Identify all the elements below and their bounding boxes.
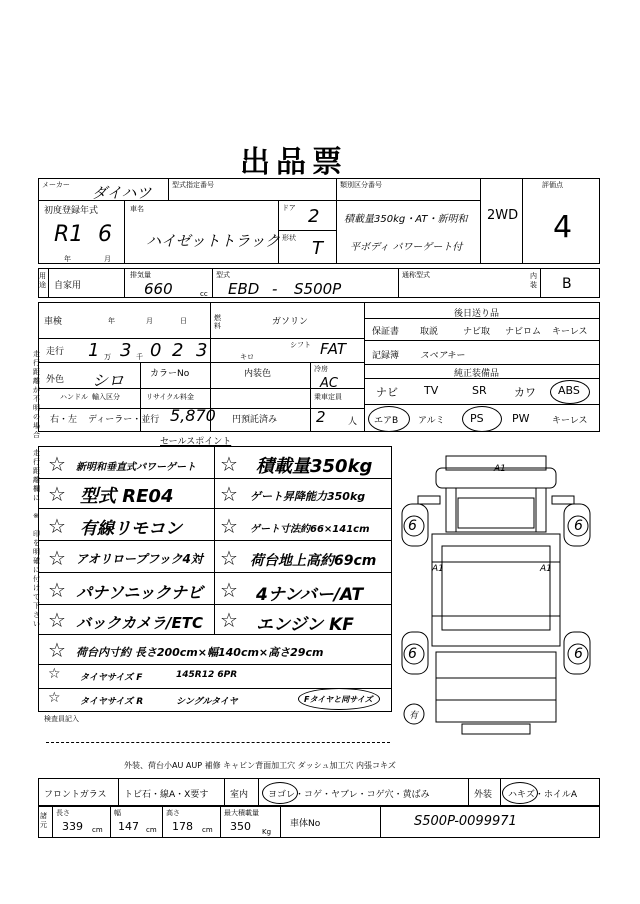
shift-label: シフト (290, 341, 311, 349)
maker-value: ダイハツ (92, 184, 152, 202)
send-later-navirom: ナビロム (505, 327, 542, 337)
exterior-label: 外装 (474, 790, 493, 800)
sale-point-6a: バックカメラ/ETC (76, 614, 203, 632)
sale-point-5a: パナソニックナビ (76, 583, 203, 602)
chassis-value: S500P-0099971 (414, 814, 517, 829)
star-icon: ☆ (220, 546, 238, 570)
mileage-sen: 千 (136, 353, 143, 361)
model-code-a: EBD (228, 280, 260, 298)
use-value: 自家用 (54, 281, 82, 291)
diagram-mark-a1-left: A1 (432, 564, 444, 574)
star-icon: ☆ (48, 546, 66, 570)
common-type-label: 通称型式 (402, 271, 430, 279)
star-icon: ☆ (220, 514, 238, 538)
equip-airbag: エアB (374, 416, 399, 426)
mileage-man: 万 (104, 353, 111, 361)
exterior-circle (502, 782, 538, 804)
side-note: 走行距離が不明の場合 走行距離欄に ※ 印を明確に付けて下さい (33, 350, 40, 628)
send-later-title: 後日送り品 (454, 309, 500, 319)
recycle-label: リサイクル料金 (146, 393, 195, 401)
inspector-label: 検査員記入 (44, 715, 79, 723)
height-label: 高さ (166, 809, 180, 817)
ac-value: AC (320, 376, 338, 391)
send-later-manual: 取説 (420, 327, 439, 337)
drive-value: 2WD (487, 208, 519, 223)
equip-ps: PS (470, 412, 484, 425)
reg-month-value: 6 (98, 222, 112, 247)
length-label: 長さ (56, 809, 70, 817)
sale-point-4b: 荷台地上高約69cm (250, 553, 377, 569)
mileage-digit-2: 3 (120, 340, 132, 361)
handle-label: ハンドル (60, 393, 88, 401)
ps-circle (462, 406, 502, 432)
diagram-mark-6-fl: 6 (408, 518, 417, 534)
grade-value: 4 (553, 210, 573, 245)
era-value: R1 (54, 222, 84, 247)
sale-point-6b: エンジン KF (256, 615, 354, 635)
equip-abs: ABS (558, 384, 580, 397)
cabin-label: 室内 (230, 790, 249, 800)
mileage-digit-5: 3 (196, 340, 208, 361)
length-unit: cm (92, 826, 103, 834)
recycle-value: 5,870 (170, 406, 216, 425)
spec-line2: 平ボディ パワーゲート付 (350, 242, 463, 253)
equip-pw: PW (512, 412, 530, 425)
inspection-day: 日 (180, 317, 187, 325)
sale-points-title: セールスポイント (160, 437, 232, 447)
tire-f-label: タイヤサイズ F (80, 673, 143, 683)
cc-unit: cc (200, 290, 208, 298)
recycle-unit: 円預託済み (232, 415, 278, 425)
equip-navi: ナビ (376, 386, 398, 399)
tire-note: Fタイヤと同サイズ (304, 695, 373, 704)
sale-point-3a: 有線リモコン (80, 519, 182, 539)
diagram-mark-spare: 有 (409, 711, 419, 721)
type-code-label: 型式指定番号 (172, 181, 214, 189)
sale-point-1b: 積載量350kg (256, 456, 373, 477)
fuel-label: 燃料 (214, 314, 221, 330)
star-icon: ☆ (220, 608, 238, 632)
mileage-digit-4: 2 (172, 340, 184, 361)
interior-grade: B (562, 276, 572, 292)
capacity-value: 2 (316, 408, 326, 426)
width-label: 幅 (114, 809, 121, 817)
doors-label: ドア (282, 204, 296, 212)
height-unit: cm (202, 826, 213, 834)
chassis-label: 車体No (290, 819, 321, 829)
color-label: 外色 (46, 375, 65, 385)
diagram-mark-a1-right: A1 (540, 564, 552, 574)
send-later-warranty: 保証書 (372, 327, 400, 337)
max-load-label: 最大積載量 (224, 809, 259, 817)
model-label: 車名 (130, 205, 144, 213)
sale-point-2b: ゲート昇降能力350kg (250, 490, 366, 503)
maker-label: メーカー (42, 181, 70, 189)
import-label: 輸入区分 (92, 393, 120, 401)
tire-note-circle (298, 688, 380, 710)
diagram-mark-6-fr: 6 (574, 518, 583, 534)
use-label: 用途 (39, 272, 46, 289)
model-value: ハイゼットトラック (146, 232, 280, 250)
star-icon: ☆ (220, 482, 238, 506)
model-code-dash: - (272, 280, 278, 298)
equip-tv: TV (424, 384, 439, 397)
int-color-label: 内装色 (244, 369, 272, 379)
record-book: 記録簿 (372, 351, 400, 361)
max-load-unit: Kg (262, 828, 272, 836)
mileage-digit-3: 0 (150, 340, 162, 361)
equip-keyless: キーレス (552, 416, 588, 426)
star-icon: ☆ (48, 608, 66, 632)
year-small: 年 (64, 255, 71, 263)
cabin-circle (262, 782, 298, 804)
model-code-label: 型式 (216, 271, 230, 279)
color-no-label: カラーNo (150, 369, 190, 379)
tire-f-value: 145R12 6PR (176, 670, 238, 680)
displacement-value: 660 (144, 280, 173, 298)
sale-point-5b: 4ナンバー/AT (256, 585, 364, 605)
month-small: 月 (104, 255, 111, 263)
equip-title: 純正装備品 (454, 369, 500, 379)
shape-label: 形状 (282, 234, 296, 242)
equip-alloy: アルミ (418, 416, 445, 426)
dims-label: 諸元 (40, 812, 47, 829)
equip-sr: SR (472, 384, 487, 397)
model-code-b: S500P (294, 280, 342, 298)
sale-point-2a: 型式 RE04 (80, 486, 174, 507)
fuel-value: ガソリン (272, 317, 309, 327)
star-icon: ☆ (48, 482, 66, 506)
send-later-navi: ナビ取 (463, 327, 491, 337)
send-later-keyless: キーレス (552, 327, 588, 337)
handle-value: 右・左 (50, 415, 78, 425)
first-reg-label: 初度登録年式 (44, 206, 99, 216)
sale-point-3b: ゲート寸法約66×141cm (250, 524, 370, 535)
sale-point-4a: アオリロープフック4対 (76, 552, 203, 566)
spec-line1: 積載量350kg・AT・新明和 (344, 214, 468, 225)
star-icon: ☆ (48, 452, 66, 476)
star-icon: ☆ (48, 638, 66, 662)
tire-r-label: タイヤサイズ R (80, 697, 144, 707)
class-code-label: 類別区分番号 (340, 181, 382, 189)
equip-leather: カワ (514, 386, 536, 399)
inspection-month: 月 (146, 317, 153, 325)
inspection-label: 車検 (44, 317, 63, 327)
doors-value: 2 (308, 206, 320, 227)
cabin-value: ヨゴレ・コゲ・ヤブレ・コゲ穴・黄ばみ (268, 790, 430, 800)
inspector-note: 外装、荷台小AU AUP 補修 キャビン背面加工穴 ダッシュ加工穴 内張コキズ (124, 761, 396, 770)
color-value: シロ (92, 371, 125, 390)
width-unit: cm (146, 826, 157, 834)
height-value: 178 (172, 820, 193, 833)
vehicle-diagram (396, 446, 600, 746)
bed-size: 荷台内寸約 長さ200cm×幅140cm×高さ29cm (76, 646, 324, 659)
abs-circle (550, 380, 590, 404)
shift-value: FAT (320, 340, 347, 358)
max-load-value: 350 (230, 820, 251, 833)
grade-label: 評価点 (542, 181, 563, 189)
page-title: 出品票 (240, 145, 348, 180)
star-icon: ☆ (48, 514, 66, 538)
mileage-digit-1: 1 (88, 340, 100, 361)
diagram-mark-6-rr: 6 (574, 646, 583, 662)
mileage-label: 走行 (46, 347, 65, 357)
star-icon: ☆ (220, 578, 238, 602)
km-unit: キロ (240, 353, 254, 361)
sale-point-1a: 新明和垂直式パワーゲート (76, 462, 196, 473)
exterior-value: ハキズ・ホイルA (508, 790, 577, 800)
inspection-year: 年 (108, 317, 115, 325)
star-icon: ☆ (48, 578, 66, 602)
airbag-circle (368, 406, 410, 432)
capacity-unit: 人 (348, 417, 358, 427)
width-value: 147 (118, 820, 139, 833)
windshield-value: トビ石・線A・X要す (124, 790, 209, 800)
diagram-mark-a1-top: A1 (494, 464, 506, 474)
ac-label: 冷房 (314, 365, 328, 373)
windshield-label: フロントガラス (44, 790, 107, 800)
displacement-label: 排気量 (130, 271, 151, 279)
star-icon: ☆ (48, 666, 61, 682)
interior-label: 内装 (530, 272, 537, 289)
capacity-label: 乗車定員 (314, 393, 342, 401)
tire-r-value: シングルタイヤ (176, 697, 238, 707)
import-value: ディーラー・並行 (88, 415, 160, 425)
star-icon: ☆ (48, 690, 61, 706)
length-value: 339 (62, 820, 83, 833)
star-icon: ☆ (220, 452, 238, 476)
diagram-mark-6-rl: 6 (408, 646, 417, 662)
spare-key: スペアキー (420, 351, 465, 361)
shape-value: T (312, 238, 323, 259)
